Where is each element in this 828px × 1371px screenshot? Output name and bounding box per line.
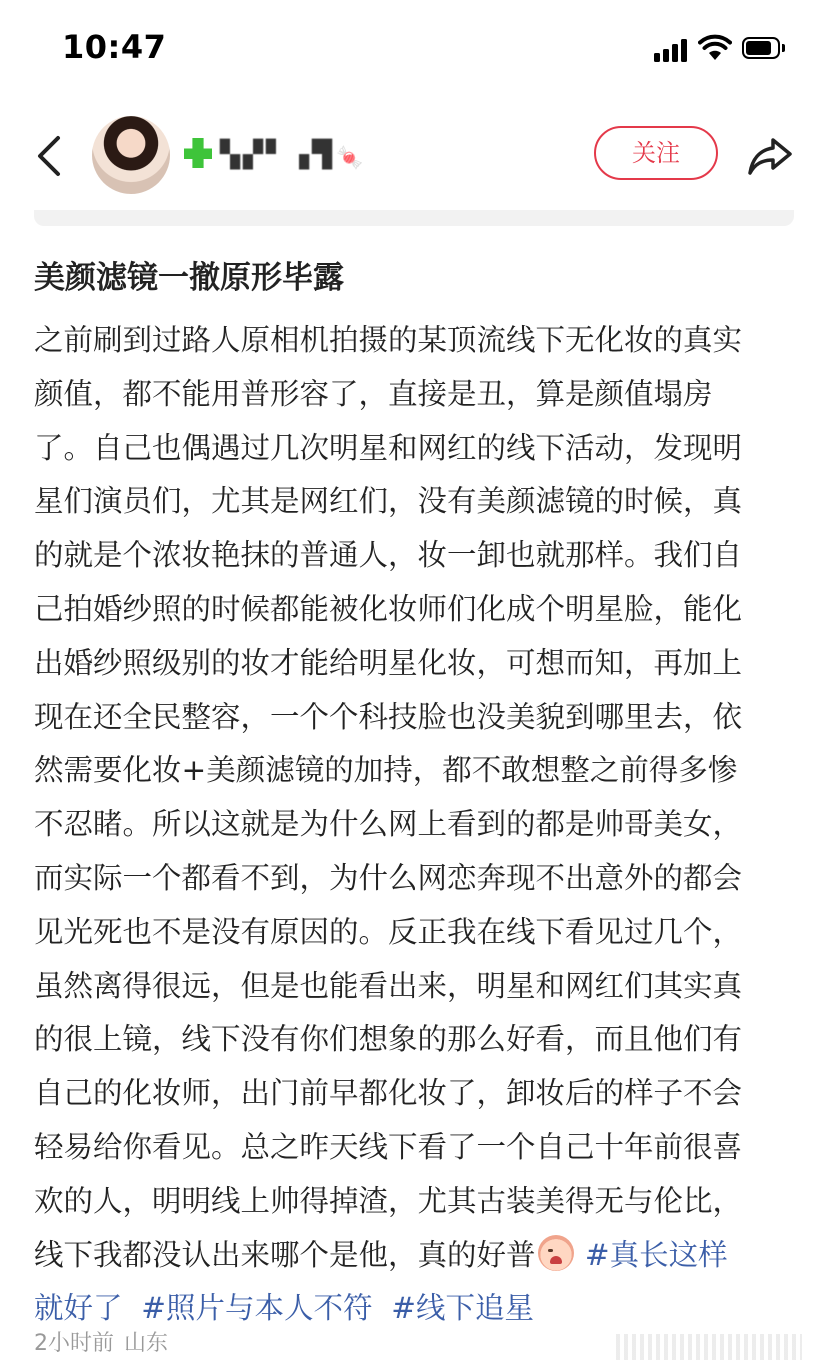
- post-body: [34, 314, 796, 1336]
- post-time-ago: 2小时前: [34, 1331, 114, 1356]
- post-line: 己拍婚纱照的时候都能被化妆师们化成个明星脸，能化: [34, 591, 743, 626]
- follow-button[interactable]: 关注: [594, 126, 718, 180]
- hashtag-zhen-chang-zhe-yang[interactable]: #真长这样: [584, 1237, 728, 1272]
- username-text-blurred: ▚▞▘▗▜: [220, 140, 335, 170]
- crying-face-emoji-icon: [538, 1235, 574, 1271]
- username-decoration: [184, 138, 212, 168]
- post-line: 的很上镜，线下没有你们想象的那么好看，而且他们有: [34, 1022, 743, 1057]
- hashtag-offline-star[interactable]: #线下追星: [391, 1291, 534, 1326]
- post-header: [0, 110, 828, 206]
- post-line: 轻易给你看见。总之昨天线下看了一个自己十年前很喜: [34, 1129, 743, 1164]
- post-meta: [34, 1326, 168, 1357]
- post-line: 现在还全民整容，一个个科技脸也没美貌到哪里去，依: [34, 699, 743, 734]
- post-line: 了。自己也偶遇过几次明星和网红的线下活动，发现明: [34, 430, 743, 465]
- share-icon[interactable]: [746, 134, 794, 178]
- post-line: 然需要化妆+美颜滤镜的加持，都不敢想整之前得多惨: [34, 753, 738, 788]
- post-line: 欢的人，明明线上帅得掉渣，尤其古装美得无与伦比，: [34, 1183, 743, 1218]
- watermark: [616, 1334, 802, 1360]
- post-line-last: [34, 1229, 796, 1283]
- post-line: 的就是个浓妆艳抹的普通人，妆一卸也就那样。我们自: [34, 538, 743, 573]
- wifi-icon: [698, 34, 732, 62]
- post-line: 见光死也不是没有原因的。反正我在线下看见过几个，: [34, 914, 743, 949]
- header-divider: [34, 210, 794, 226]
- post-line: 不忍睹。所以这就是为什么网上看到的都是帅哥美女，: [34, 807, 743, 842]
- username[interactable]: [184, 136, 374, 176]
- battery-icon: [742, 37, 786, 61]
- hashtag-zhen-chang-zhe-yang-cont[interactable]: 就好了: [34, 1291, 123, 1326]
- post-line: 出婚纱照级别的妆才能给明星化妆，可想而知，再加上: [34, 645, 743, 680]
- status-time: 10:47: [62, 28, 167, 66]
- avatar[interactable]: [92, 116, 170, 194]
- post-location: 山东: [124, 1331, 169, 1356]
- post-line: 星们演员们，尤其是网红们，没有美颜滤镜的时候，真: [34, 484, 743, 519]
- signal-icon: [654, 38, 690, 62]
- post-line: 之前刷到过路人原相机拍摄的某顶流线下无化妆的真实: [34, 323, 743, 357]
- post-line: 颜值，都不能用普形容了，直接是丑，算是颜值塌房: [34, 376, 713, 411]
- post-line: 虽然离得很远，但是也能看出来，明星和网红们其实真: [34, 968, 743, 1003]
- post-line: 而实际一个都看不到，为什么网恋奔现不出意外的都会: [34, 860, 743, 895]
- post-line-text: 线下我都没认出来哪个是他，真的好普: [34, 1237, 536, 1272]
- post-line: 自己的化妆师，出门前早都化妆了，卸妆后的样子不会: [34, 1076, 743, 1111]
- candy-icon: 🍬: [336, 146, 364, 171]
- hashtag-photo-mismatch[interactable]: #照片与本人不符: [141, 1291, 373, 1326]
- chevron-left-icon[interactable]: [30, 132, 70, 180]
- status-bar: [0, 0, 828, 100]
- post-title: 美颜滤镜一撤原形毕露: [34, 260, 344, 296]
